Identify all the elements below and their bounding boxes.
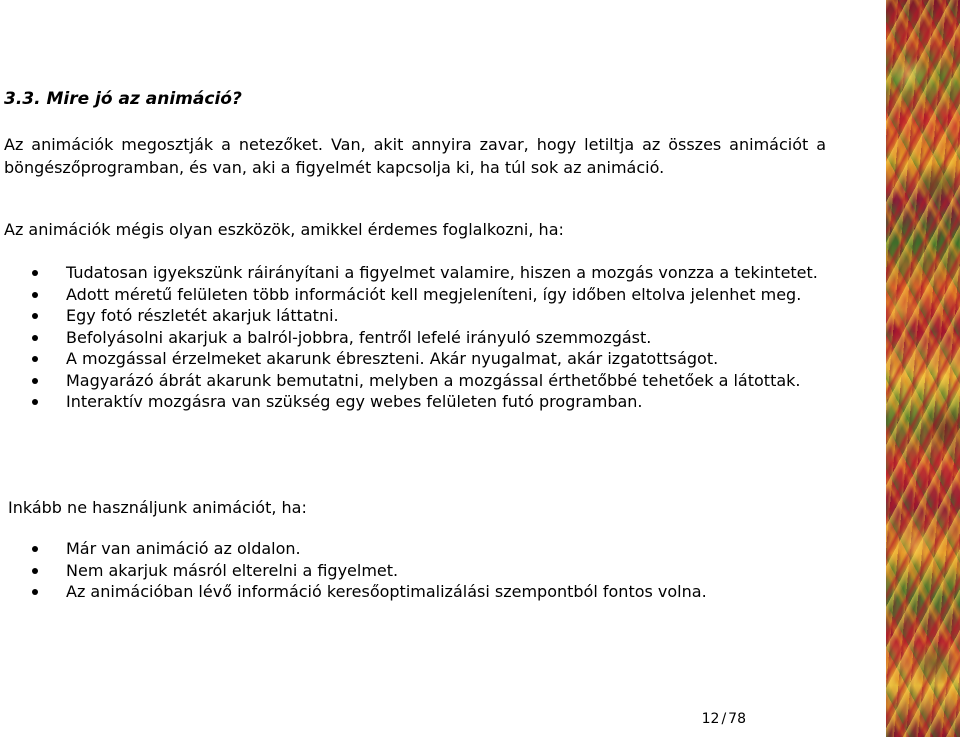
list-item [0, 348, 826, 370]
list-item [0, 284, 826, 306]
bullet-icon [32, 335, 38, 341]
list-item [0, 391, 826, 413]
bullet-icon [32, 589, 38, 595]
list-item-text: Egy fotó részletét akarjuk láttatni. [66, 306, 339, 325]
list-item [0, 538, 826, 560]
list-item-text: Tudatosan igyekszünk ráirányítani a figyelmet valamire, hiszen a mozgás vonzza a tekintetet. [66, 263, 818, 282]
list-item-text: Nem akarjuk másról elterelni a figyelmet. [66, 560, 399, 580]
list-item-text: Az animációban lévő információ keresőoptimalizálási szempontból fontos volna. [66, 582, 707, 601]
list-item [0, 581, 826, 603]
list-item [0, 262, 826, 284]
list-item-text: Magyarázó ábrát akarunk bemutatni, melyben a mozgással érthetőbbé tehetőek a látottak. [66, 370, 801, 390]
list-item [0, 560, 826, 582]
list-item-text: Adott méretű felületen több információt kell megjeleníteni, így időben eltolva jelenhet meg. [66, 284, 802, 304]
when-avoid-paragraph: Inkább ne használjunk animációt, ha: [8, 498, 307, 517]
avoid-cases-list [0, 538, 826, 603]
list-item-text: Már van animáció az oldalon. [66, 539, 301, 558]
bullet-icon [32, 546, 38, 552]
page-separator: / [721, 711, 727, 727]
bullet-icon [32, 313, 38, 319]
page-current: 12 [701, 711, 720, 727]
list-item-text: Interaktív mozgásra van szükség egy webes felületen futó programban. [66, 392, 643, 411]
use-cases-list [0, 262, 826, 413]
list-item-text: A mozgással érzelmeket akarunk ébreszteni. Akár nyugalmat, akár izgatottságot. [66, 349, 719, 368]
bullet-icon [32, 292, 38, 298]
list-item [0, 327, 826, 349]
page-number [702, 710, 746, 728]
bullet-icon [32, 270, 38, 276]
list-item-text: Befolyásolni akarjuk a balról-jobbra, fentről lefelé irányuló szemmozgást. [66, 327, 652, 347]
page-total: 78 [728, 711, 746, 727]
list-item [0, 370, 826, 392]
bullet-icon [32, 356, 38, 362]
section-heading: 3.3. Mire jó az animáció? [4, 89, 242, 109]
bullet-icon [32, 399, 38, 405]
when-use-paragraph: Az animációk mégis olyan eszközök, amikkel érdemes foglalkozni, ha: [4, 220, 564, 239]
intro-paragraph: Az animációk megosztják a netezőket. Van, akit annyira zavar, hogy letiltja az összes animációt a böngészőprogramban, és van, aki a figyelmét kapcsolja ki, ha túl sok az animáció. [4, 135, 826, 177]
decorative-art-strip [886, 0, 960, 737]
bullet-icon [32, 568, 38, 574]
bullet-icon [32, 378, 38, 384]
list-item [0, 305, 826, 327]
